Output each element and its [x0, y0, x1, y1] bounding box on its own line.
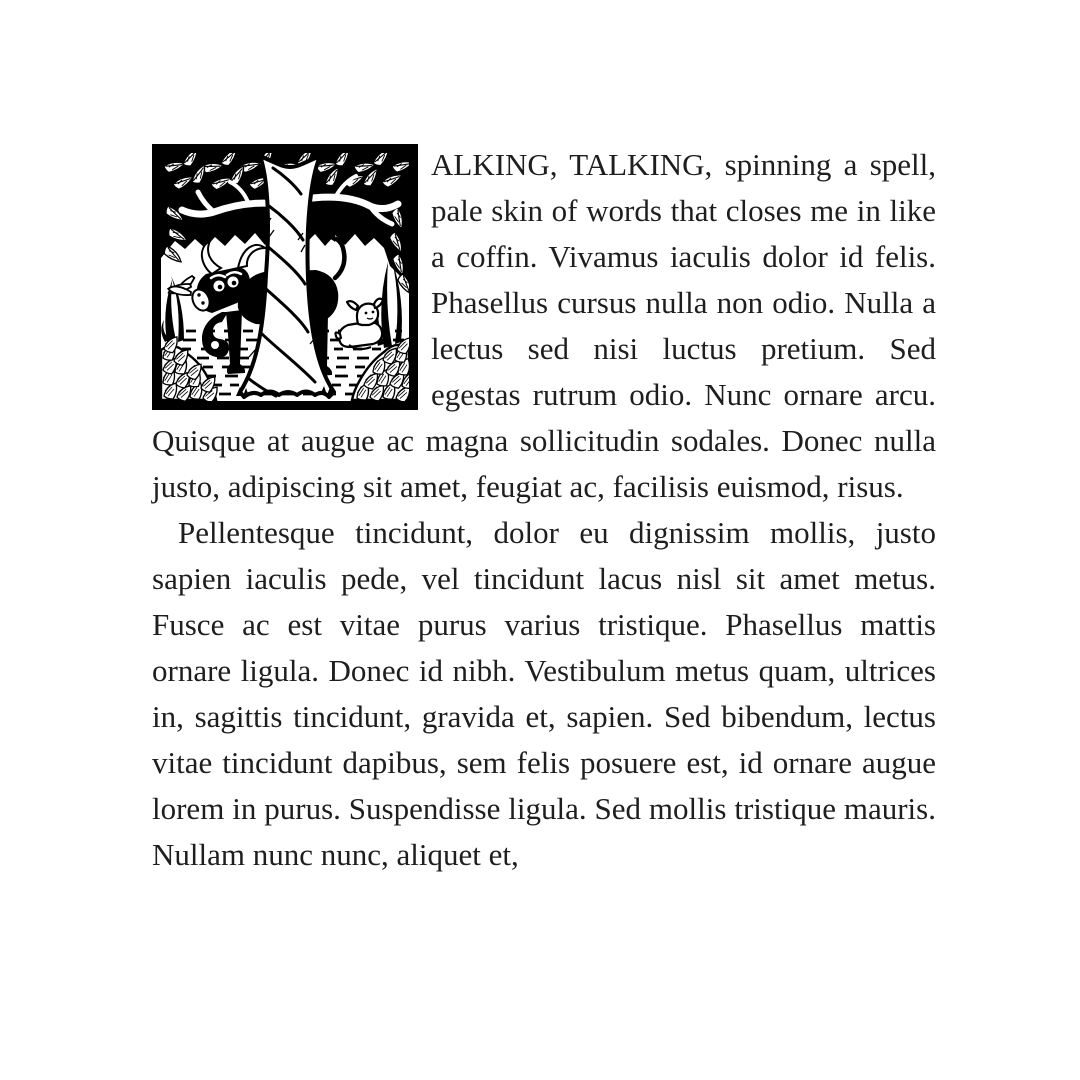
woodcut-scene-svg [152, 144, 418, 410]
paragraph-2: Pellentesque tincidunt, dolor eu dignissim mollis, justo sapien iaculis pede, vel tincidunt lacus nisl sit amet metus. Fusce ac est vitae purus varius tristique. Phasellus mattis ornare ligula. Donec id nibh. Vestibulum metus quam, ultrices in, sagittis tincidunt, gravida et, sapien. Sed bibendum, lectus vitae tincidunt dapibus, sem felis posuere est, id ornare augue lorem in purus. Suspendisse ligula. Sed mollis tristique mauris. Nullam nunc nunc, aliquet et, [152, 515, 936, 872]
chapter-illustration [152, 144, 418, 410]
paragraph-1: ALKING, TALKING, spinning a spell, pale skin of words that closes me in like a coffin. Vivamus iaculis dolor id felis. Phasellus cursus nulla non odio. Nulla a lectus sed nisi luctus pretium. Sed egestas rutrum odio. Nunc ornare arcu. Quisque at augue ac magna sollicitudin sodales. Donec nulla justo, adipiscing sit amet, feugiat ac, facilisis euismod, risus. [152, 147, 936, 504]
page-text-block [152, 142, 936, 878]
